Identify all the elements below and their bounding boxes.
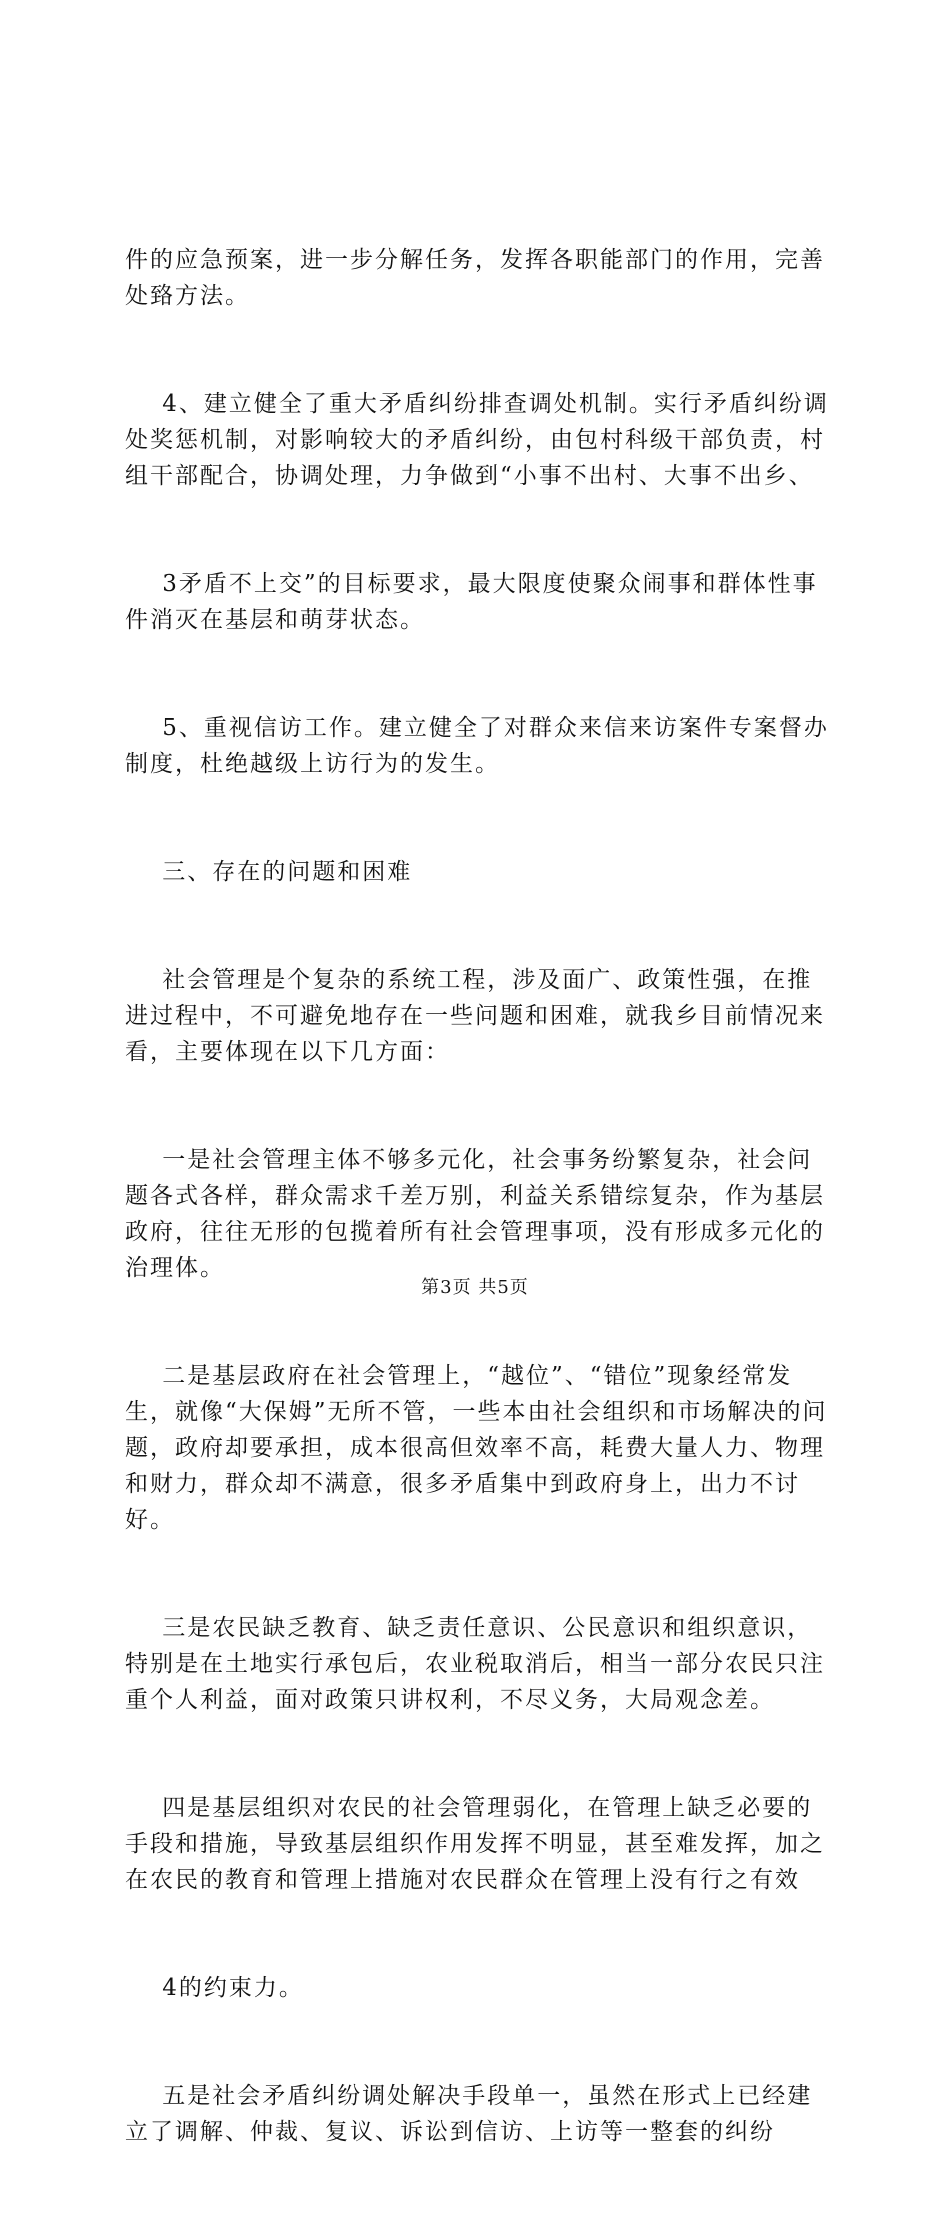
paragraph: 5、重视信访工作。建立健全了对群众来信来访案件专案督办制度，杜绝越级上访行为的发生。	[125, 715, 829, 777]
paragraph: 4、建立健全了重大矛盾纠纷排查调处机制。实行矛盾纠纷调处奖惩机制，对影响较大的矛盾纠纷，由包村科级干部负责，村组干部配合，协调处理，力争做到“小事不出村、大事不出乡、	[125, 391, 829, 489]
paragraph: 件的应急预案，进一步分解任务，发挥各职能部门的作用，完善处臵方法。	[125, 247, 825, 309]
paragraph: 二是基层政府在社会管理上，“越位”、“错位”现象经常发生，就像“大保姆”无所不管，一些本由社会组织和市场解决的问题，政府却要承担，成本很高但效率不高，耗费大量人力、物理和财力，群众却不满意，很多矛盾集中到政府身上，出力不讨好。	[125, 1363, 828, 1533]
paragraph: 四是基层组织对农民的社会管理弱化，在管理上缺乏必要的手段和措施，导致基层组织作用发挥不明显，甚至难发挥，加之在农民的教育和管理上措施对农民群众在管理上没有行之有效	[125, 1795, 825, 1893]
paragraph: 社会管理是个复杂的系统工程，涉及面广、政策性强，在推进过程中，不可避免地存在一些问题和困难，就我乡目前情况来看，主要体现在以下几方面：	[125, 967, 825, 1065]
document-body	[125, 170, 830, 2222]
paragraph: 4的约束力。	[125, 1975, 304, 2001]
paragraph: 五是社会矛盾纠纷调处解决手段单一，虽然在形式上已经建立了调解、仲裁、复议、诉讼到信访、上访等一整套的纠纷	[125, 2083, 813, 2145]
section-heading: 三、存在的问题和困难	[125, 859, 413, 885]
paragraph: 三是农民缺乏教育、缺乏责任意识、公民意识和组织意识，特别是在土地实行承包后，农业税取消后，相当一部分农民只注重个人利益，面对政策只讲权利，不尽义务，大局观念差。	[125, 1615, 825, 1713]
page-footer	[0, 1276, 950, 1300]
paragraph: 一是社会管理主体不够多元化，社会事务纷繁复杂，社会问题各式各样，群众需求千差万别，利益关系错综复杂，作为基层政府，往往无形的包揽着所有社会管理事项，没有形成多元化的治理体。	[125, 1147, 825, 1281]
page-number-label: 第3页 共5页	[421, 1277, 529, 1298]
paragraph: 3矛盾不上交”的目标要求，最大限度使聚众闹事和群体性事件消灭在基层和萌芽状态。	[125, 571, 818, 633]
